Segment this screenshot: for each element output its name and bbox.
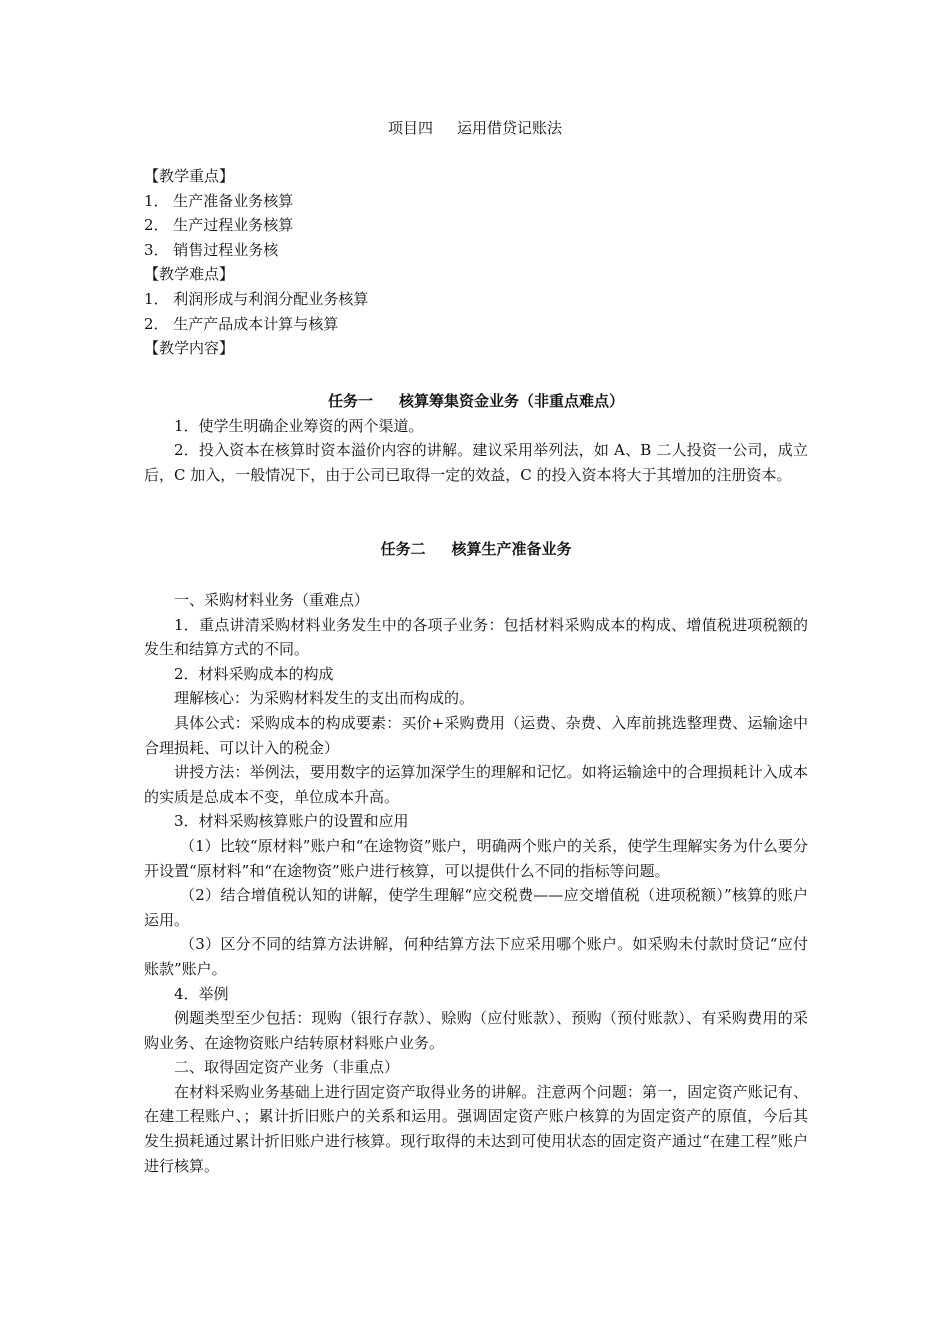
task2-paragraph: 例题类型至少包括：现购（银行存款）、赊购（应付账款）、预购（预付账款）、有采购费用的采购业务、在途物资账户结转原材料账户业务。	[144, 1009, 808, 1052]
title-part-1: 项目四	[387, 119, 433, 137]
key-point-item: 2． 生产过程业务核算	[144, 216, 294, 235]
key-points-heading: 【教学重点】	[144, 167, 235, 185]
task2-section	[144, 588, 808, 1178]
task1-title: 核算筹集资金业务（非重点难点）	[399, 392, 625, 410]
task2-paragraph: 具体公式：采购成本的构成要素：买价+采购费用（运费、杂费、入库前挑选整理费、运输途中合理损耗、可以计入的税金）	[144, 713, 808, 757]
task2-paragraph: 1．重点讲清采购材料业务发生中的各项子业务：包括材料采购成本的构成、增值税进项税额的发生和结算方式的不同。	[144, 615, 808, 659]
key-point-item: 3． 销售过程业务核	[144, 240, 279, 259]
task2-paragraph: 4．举例	[174, 984, 229, 1003]
title-part-2: 运用借贷记账法	[457, 119, 563, 137]
task2-subheading: 二、取得固定资产业务（非重点）	[174, 1058, 400, 1077]
task2-title: 核算生产准备业务	[451, 540, 572, 558]
task2-paragraph: 2．材料采购成本的构成	[174, 664, 334, 683]
difficult-point-item: 1． 利润形成与利润分配业务核算	[144, 289, 369, 308]
content-heading: 【教学内容】	[144, 339, 235, 358]
task1-paragraph: 1．使学生明确企业筹资的两个渠道。	[174, 416, 424, 435]
task2-paragraph: （2）结合增值税认知的讲解，使学生理解“应交税费——应交增值税（进项税额）”核算的账户运用。	[144, 886, 808, 929]
task2-subheading: 一、采购材料业务（重难点）	[174, 591, 370, 609]
document-title	[0, 116, 950, 141]
task2-paragraph: 讲授方法：举例法，要用数字的运算加深学生的理解和记忆。如将运输途中的合理损耗计入成本的实质是总成本不变，单位成本升高。	[144, 763, 808, 806]
task2-paragraph: （1）比较“原材料”账户和“在途物资”账户，明确两个账户的关系，使学生理解实务为什么要分开设置“原材料”和“在途物资”账户进行核算，可以提供什么不同的指标等问题。	[144, 836, 808, 880]
task2-paragraph: （3）区分不同的结算方法讲解，何种结算方法下应采用哪个账户。如采购未付款时贷记“应付账款”账户。	[144, 935, 808, 978]
key-point-item: 1． 生产准备业务核算	[144, 191, 294, 210]
task2-paragraph: 3．材料采购核算账户的设置和应用	[174, 812, 409, 831]
task2-heading	[144, 537, 808, 562]
task1-label: 任务一	[327, 392, 373, 410]
task1-section	[144, 389, 808, 487]
difficult-points-heading: 【教学难点】	[144, 265, 235, 284]
difficult-point-item: 2． 生产产品成本计算与核算	[144, 314, 339, 333]
task2-paragraph: 理解核心：为采购材料发生的支出而构成的。	[174, 689, 475, 708]
task2-paragraph: 在材料采购业务基础上进行固定资产取得业务的讲解。注意两个问题：第一，固定资产账记有、在建工程账户、；累计折旧账户的关系和运用。强调固定资产账户核算的为固定资产的原值，今后其发生损耗通过累计折旧账户进行核算。现行取得的未达到可使用状态的固定资产通过“在建工程”账户进行核算。	[144, 1082, 808, 1175]
task1-heading	[144, 389, 808, 414]
task1-paragraph: 2．投入资本在核算时资本溢价内容的讲解。建议采用举列法，如 A、B 二人投资一公司，成立后，C 加入，一般情况下，由于公司已取得一定的效益，C 的投入资本将大于其增加的注册资本。	[144, 441, 808, 484]
task2-label: 任务二	[380, 540, 426, 558]
outline-section	[144, 164, 808, 361]
task2-heading-block	[144, 537, 808, 562]
